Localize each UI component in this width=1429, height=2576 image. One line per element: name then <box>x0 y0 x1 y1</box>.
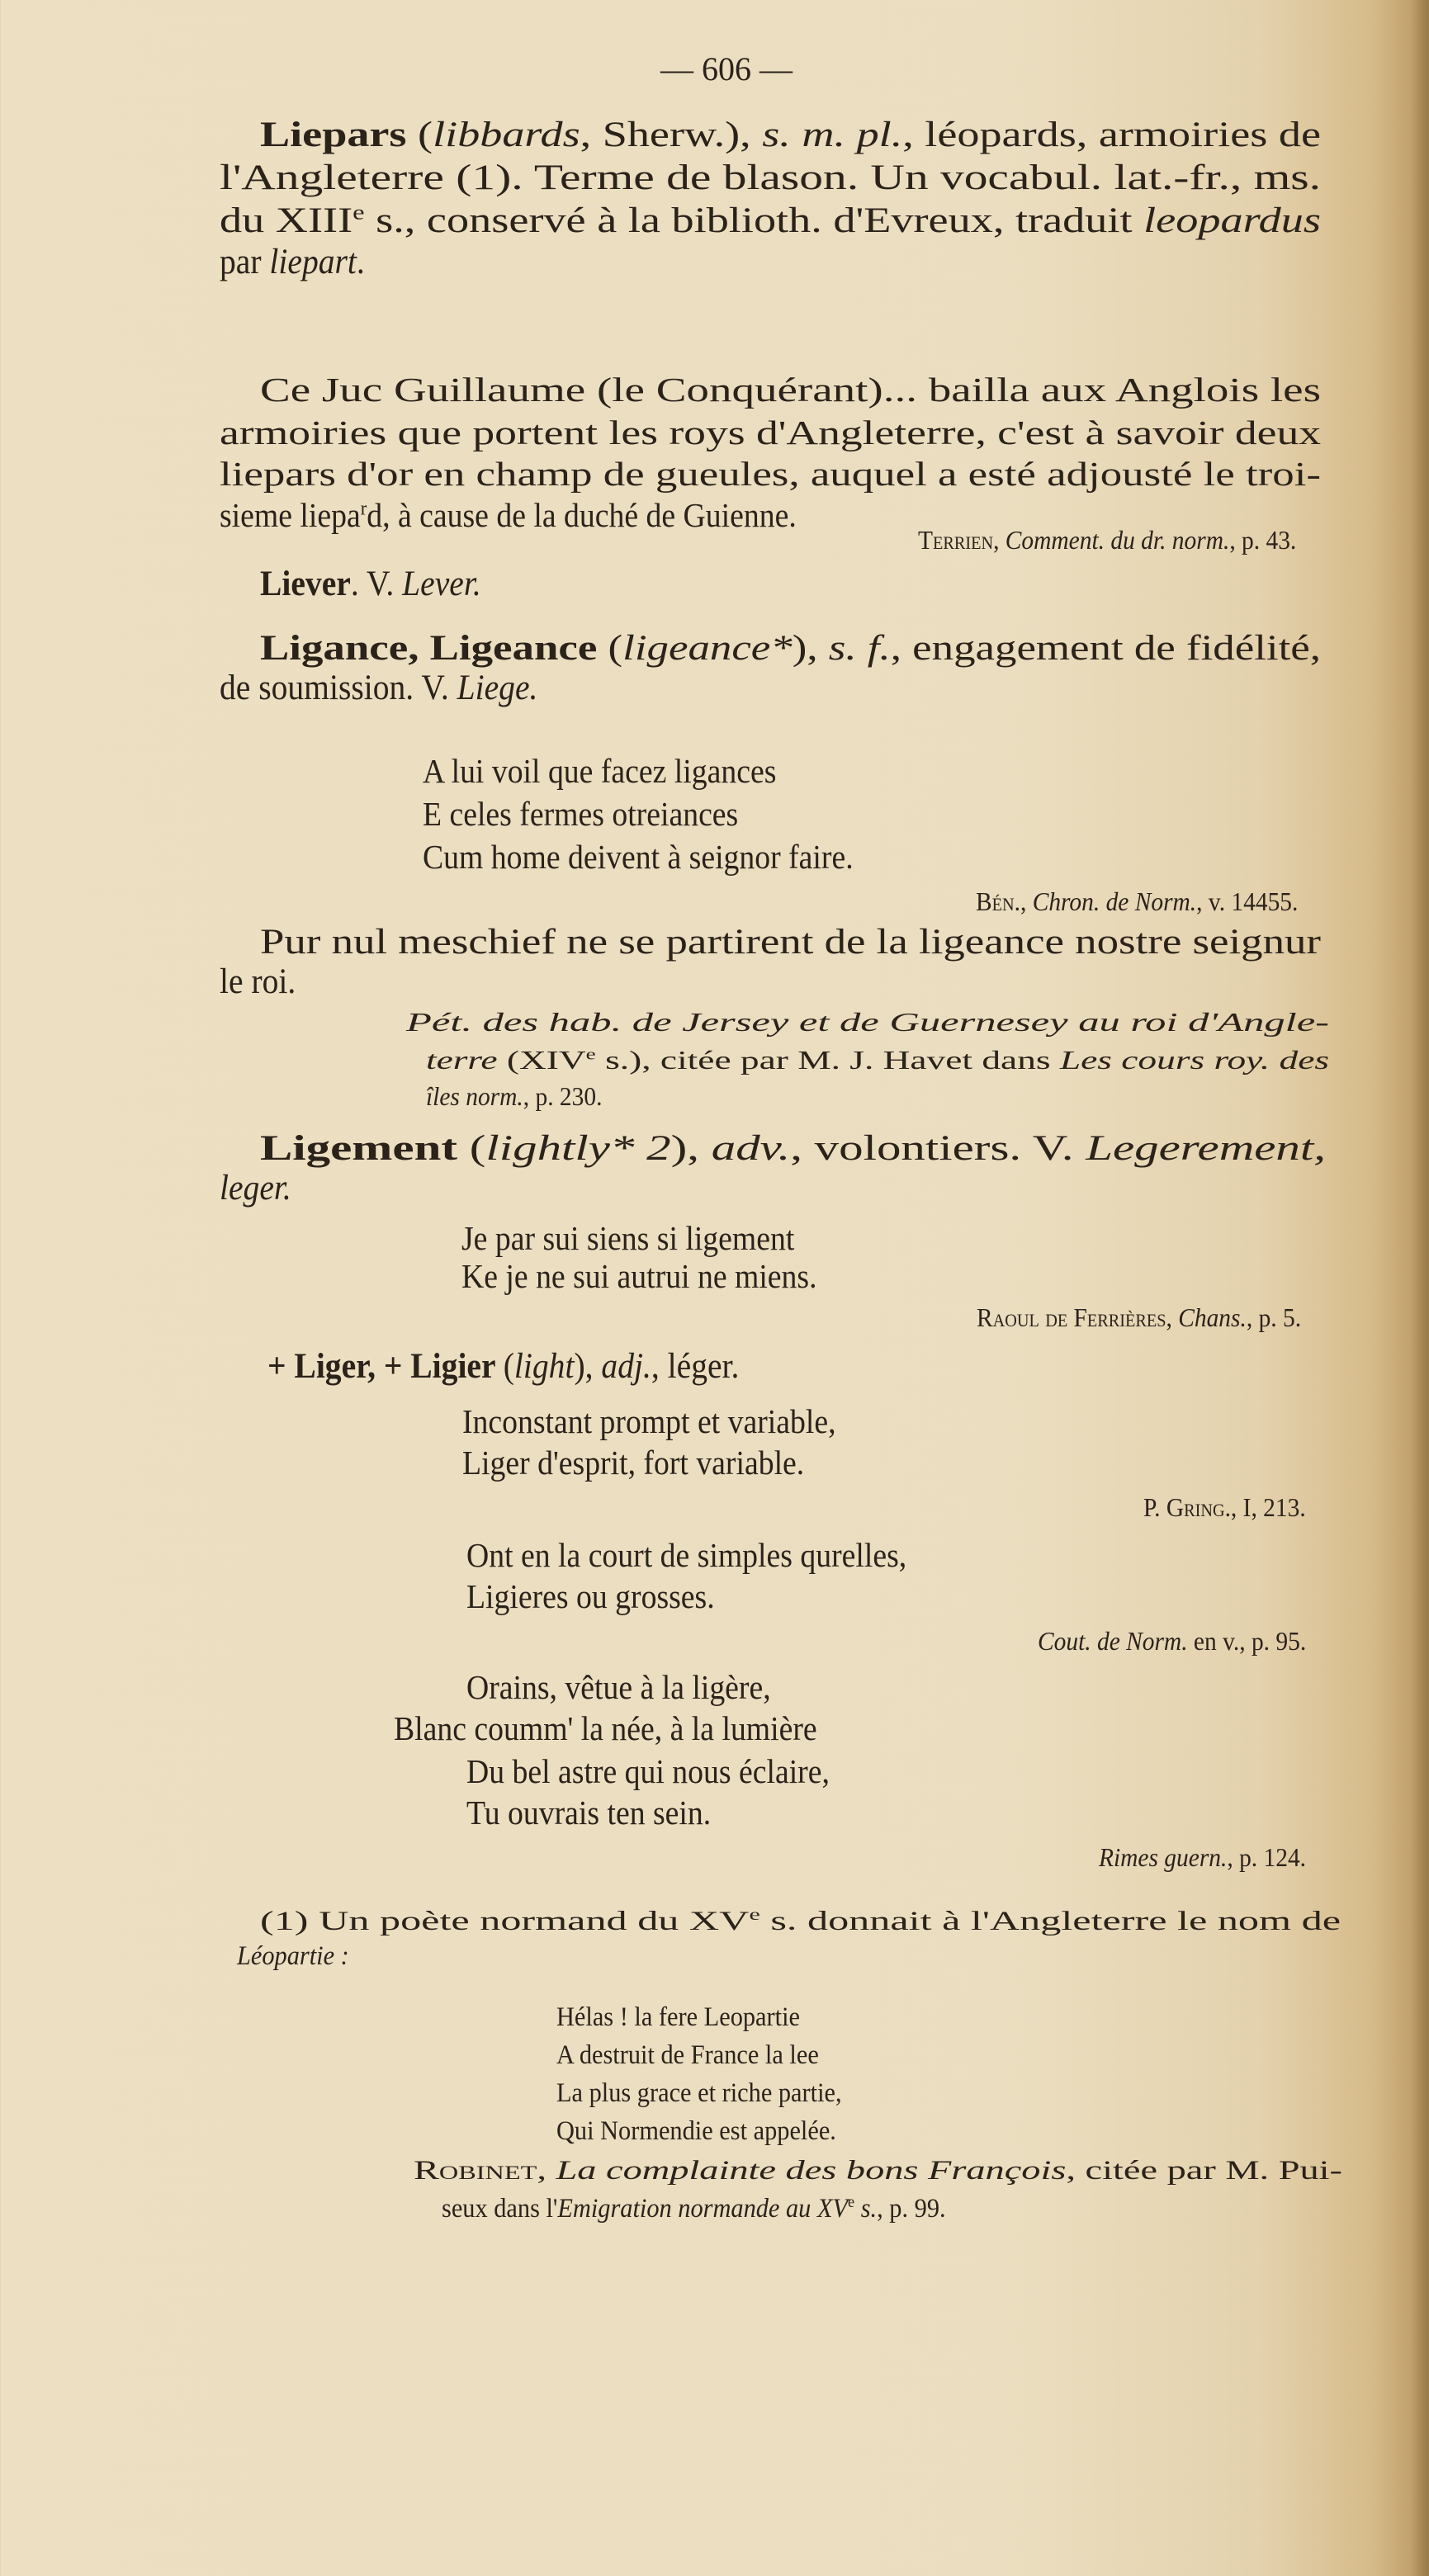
superscript: e <box>848 2193 855 2211</box>
text-line <box>466 1534 906 1576</box>
text-segment: Du bel astre qui nous éclaire, <box>466 1752 830 1790</box>
text-segment: , p. 124. <box>1227 1842 1306 1872</box>
text-segment: seux dans l' <box>442 2194 558 2224</box>
italic-text: adj. <box>601 1347 651 1386</box>
author-name: Robinet <box>414 2156 537 2186</box>
text-segment: s. donnait à l'Angleterre le nom de <box>759 1907 1341 1936</box>
text-segment: . V. <box>350 565 403 603</box>
text-line <box>466 1750 830 1793</box>
text-line <box>220 961 296 1004</box>
text-line <box>220 452 1321 495</box>
text-segment: le roi. <box>220 962 296 1001</box>
italic-text: light <box>513 1347 575 1386</box>
text-line <box>220 494 797 536</box>
italic-text: Comment. du dr. norm. <box>1005 525 1230 555</box>
author-name: Bén. <box>975 886 1020 916</box>
text-segment: La plus grace et riche partie, <box>556 2078 842 2108</box>
text-line <box>423 749 776 792</box>
text-segment: Blanc coumm' la née, à la lumière <box>394 1709 817 1747</box>
text-line <box>423 835 854 878</box>
citation-line <box>1099 1836 1306 1879</box>
text-segment: (XIV <box>497 1045 586 1075</box>
italic-text: s. m. pl. <box>762 116 903 154</box>
italic-text: Liege. <box>457 669 538 707</box>
text-segment: Je par sui siens si ligement <box>461 1219 795 1257</box>
text-line <box>466 1575 715 1618</box>
text-segment: , citée par M. Pui- <box>1066 2156 1342 2186</box>
text-segment: Inconstant prompt et variable, <box>462 1402 836 1440</box>
text-segment: Tu ouvrais ten sein. <box>466 1794 712 1832</box>
text-line <box>220 157 1321 200</box>
footnote-line <box>260 1900 1341 1943</box>
text-line <box>220 667 537 710</box>
page-edge-shadow <box>1411 0 1429 2576</box>
italic-text: Cout. de Norm. <box>1037 1626 1188 1656</box>
italic-text: ligeance* <box>622 629 793 668</box>
citation-line <box>1143 1486 1306 1529</box>
headword: Liepars <box>260 116 419 154</box>
text-line <box>466 1666 771 1709</box>
italic-text: terre <box>426 1045 498 1075</box>
page-number: — 606 — <box>660 50 793 87</box>
text-segment: , <box>1166 1302 1179 1332</box>
text-segment: , p. 43. <box>1229 525 1296 555</box>
italic-text: lightly* 2 <box>485 1129 671 1168</box>
italic-text: Rimes guern. <box>1098 1842 1228 1872</box>
superscript: r <box>360 497 367 520</box>
text-segment: Pur nul meschief ne se partirent de la ligeance nostre seignur <box>260 923 1321 962</box>
text-line <box>260 627 1321 670</box>
text-segment: E celes fermes otreiances <box>423 795 739 833</box>
text-segment: . <box>356 243 365 281</box>
text-segment: ( <box>503 1347 514 1386</box>
citation-line <box>918 518 1296 561</box>
text-segment: en v., p. 95. <box>1187 1626 1306 1656</box>
footnote-line <box>556 2034 819 2077</box>
italic-text: liepart <box>269 243 357 281</box>
footnote-line <box>414 2149 1342 2192</box>
text-segment: (1) Un poète normand du XV <box>260 1907 750 1936</box>
footnote-line <box>556 1996 800 2039</box>
italic-text: Emigration normande au XV <box>557 2194 849 2224</box>
text-segment: sieme liepa <box>220 496 361 534</box>
text-segment: , p. 5. <box>1246 1302 1301 1332</box>
citation-line <box>977 1296 1301 1339</box>
italic-text: Lever. <box>402 565 481 603</box>
italic-text: La complainte des bons François <box>556 2156 1067 2186</box>
headword: Ligance, Ligeance <box>260 629 608 668</box>
text-segment: ( <box>418 116 433 154</box>
text-segment: armoiries que portent les roys d'Angleterre, c'est à savoir deux <box>220 414 1321 451</box>
text-line <box>394 1707 817 1750</box>
italic-text: leger. <box>220 1169 291 1208</box>
italic-text: s. <box>854 2194 878 2224</box>
text-segment: d, à cause de la duché de Guienne. <box>367 496 797 534</box>
italic-text: Pét. des hab. de Jersey et de Guernesey au roi d'Angle- <box>406 1007 1329 1037</box>
italic-text: Chans. <box>1178 1302 1247 1332</box>
text-segment: de soumission. V. <box>220 669 457 707</box>
italic-text: adv. <box>711 1129 791 1168</box>
text-segment: Ligieres ou grosses. <box>466 1577 715 1615</box>
text-line <box>466 1791 711 1834</box>
italic-text: Les cours roy. des <box>1059 1045 1329 1075</box>
text-segment: , léopards, armoiries de <box>902 116 1321 154</box>
text-segment: Ke je ne sui autrui ne miens. <box>461 1257 817 1295</box>
text-segment: , v. 14455. <box>1195 886 1298 916</box>
text-segment: Hélas ! la fere Leopartie <box>556 2002 800 2032</box>
italic-text: Léopartie : <box>237 1941 349 1971</box>
text-segment: liepars d'or en champ de gueules, auquel a esté adjousté le troi- <box>220 455 1321 493</box>
text-segment: , <box>1020 886 1033 916</box>
text-segment: Orains, vêtue à la ligère, <box>466 1668 771 1706</box>
text-segment: Ce Juc Guillaume (le Conquérant)... bailla aux Anglois les <box>260 371 1321 409</box>
superscript: e <box>353 200 365 225</box>
text-segment: , p. 99. <box>877 2194 946 2224</box>
text-line <box>260 368 1321 411</box>
citation-line <box>1038 1619 1306 1662</box>
text-line <box>267 1345 739 1388</box>
citation-line <box>426 1075 602 1118</box>
italic-text: Legerement, <box>1086 1129 1326 1168</box>
text-segment: , I, 213. <box>1231 1492 1306 1522</box>
text-segment: s., conservé à la biblioth. d'Evreux, traduit <box>364 201 1144 240</box>
superscript: e <box>585 1046 596 1064</box>
footnote-line <box>556 2072 842 2115</box>
text-segment: ( <box>469 1129 486 1168</box>
footnote-line <box>442 2187 946 2230</box>
text-line <box>220 1167 291 1210</box>
text-line <box>461 1217 794 1260</box>
text-segment: , léger. <box>651 1347 740 1386</box>
text-line <box>260 114 1321 157</box>
headword: Liever <box>260 565 351 603</box>
author-name: Raoul de Ferrières <box>976 1302 1166 1332</box>
text-segment: Ont en la court de simples qurelles, <box>466 1536 907 1574</box>
citation-line <box>976 880 1298 923</box>
text-segment: Qui Normendie est appelée. <box>556 2116 836 2146</box>
text-segment: ), <box>574 1347 602 1386</box>
text-line <box>260 921 1321 964</box>
text-segment: , Sherw.), <box>580 116 763 154</box>
text-segment: , engagement de fidélité, <box>890 629 1321 668</box>
footnote-line <box>556 2110 836 2153</box>
text-segment: par <box>220 243 270 281</box>
text-segment: A lui voil que facez ligances <box>423 752 777 790</box>
text-line <box>461 1255 817 1297</box>
text-segment: , <box>992 525 1006 555</box>
headword: + Liger, + Ligier <box>267 1347 504 1386</box>
text-line <box>220 411 1321 454</box>
text-line <box>220 200 1321 243</box>
text-segment: , <box>537 2156 556 2186</box>
text-segment: A destruit de France la lee <box>556 2040 819 2070</box>
italic-text: Chron. de Norm. <box>1032 886 1196 916</box>
text-line <box>462 1441 804 1484</box>
superscript: e <box>749 1906 760 1924</box>
text-segment: , p. 230. <box>523 1081 603 1111</box>
italic-text: s. f. <box>828 629 891 668</box>
author-name: Terrien <box>917 525 993 555</box>
text-line <box>260 563 481 606</box>
text-segment: s.), citée par M. J. Havet dans <box>595 1045 1060 1075</box>
footnote-line <box>237 1935 349 1978</box>
text-segment: l'Angleterre (1). Terme de blason. Un vocabul. lat.-fr., ms. <box>220 158 1321 197</box>
italic-text: leopardus <box>1143 201 1321 240</box>
text-line <box>423 792 738 835</box>
text-segment: du XIII <box>220 201 353 240</box>
headword: Ligement <box>260 1129 470 1168</box>
italic-text: îles norm. <box>426 1081 523 1111</box>
italic-text: libbards <box>433 116 580 154</box>
text-segment: ( <box>608 629 623 668</box>
text-segment: ), <box>792 629 829 668</box>
text-segment: ), <box>670 1129 712 1168</box>
text-line <box>260 1127 1326 1170</box>
text-line <box>462 1400 835 1443</box>
text-line <box>220 241 365 284</box>
text-segment: Cum home deivent à seignor faire. <box>423 838 854 876</box>
citation-line <box>406 1000 1329 1043</box>
text-segment: , volontiers. V. <box>790 1129 1086 1168</box>
text-segment: Liger d'esprit, fort variable. <box>462 1444 805 1482</box>
author-name: P. Gring. <box>1143 1492 1232 1522</box>
